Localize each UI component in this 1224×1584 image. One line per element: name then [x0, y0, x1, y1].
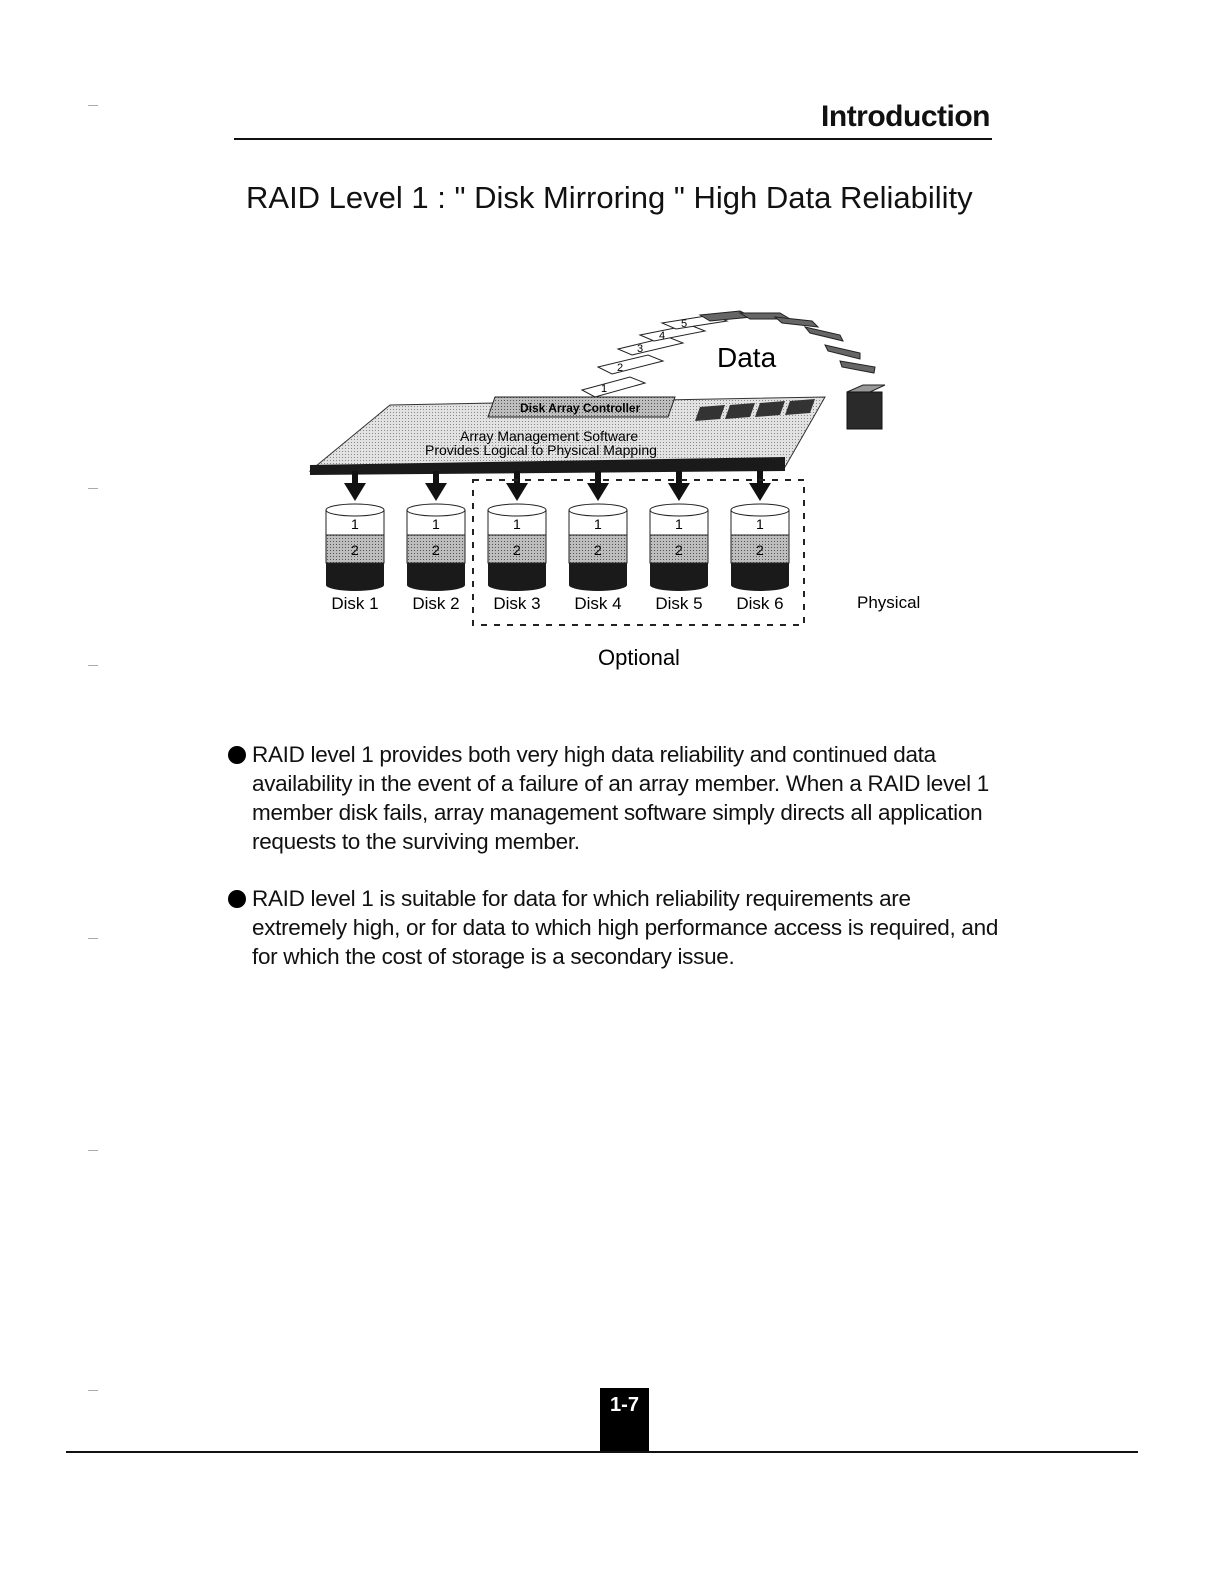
- host-cube: [847, 385, 885, 429]
- data-block: [582, 377, 645, 397]
- disk-label: Disk 2: [412, 594, 460, 613]
- controller-label: Disk Array Controller: [520, 401, 641, 415]
- optional-label: Optional: [598, 645, 680, 670]
- footer-rule: [66, 1451, 1138, 1453]
- margin-mark: [88, 665, 98, 666]
- disk-top: [650, 504, 708, 516]
- page-title: RAID Level 1 : " Disk Mirroring " High Data Reliability: [246, 180, 973, 215]
- disk-bottom: [650, 579, 708, 591]
- disk: [407, 504, 465, 613]
- raid-diagram: [300, 295, 940, 685]
- disks: [326, 504, 789, 613]
- disk-block-label: 1: [675, 516, 683, 532]
- disk-block-label: 1: [594, 516, 602, 532]
- arrow-icon: [587, 471, 609, 501]
- data-block-label: 3: [637, 343, 644, 355]
- disk-label: Disk 4: [574, 594, 622, 613]
- page-number: 1-7: [600, 1388, 649, 1453]
- disk-block-label: 2: [432, 542, 440, 558]
- disk-top: [731, 504, 789, 516]
- disk-top: [407, 504, 465, 516]
- disk-block-label: 1: [432, 516, 440, 532]
- bullet-dot-icon: [228, 890, 246, 908]
- disk-block-label: 2: [675, 542, 683, 558]
- controller-board: [310, 397, 825, 475]
- disk-top: [326, 504, 384, 516]
- disk-bottom: [407, 579, 465, 591]
- section-header: Introduction: [821, 100, 990, 133]
- margin-mark: [88, 488, 98, 489]
- header-rule: [234, 138, 992, 140]
- margin-mark: [88, 105, 98, 106]
- disk: [488, 504, 546, 613]
- disk-top: [569, 504, 627, 516]
- arrow-icon: [668, 471, 690, 501]
- software-line2: Provides Logical to Physical Mapping: [425, 442, 657, 458]
- disk-block-label: 1: [756, 516, 764, 532]
- disk-label: Disk 6: [736, 594, 784, 613]
- disk-block-label: 1: [513, 516, 521, 532]
- arrow-icon: [749, 471, 771, 501]
- bullet-text: RAID level 1 provides both very high data reliability and continued data availability in the event of a failure of an array member. When a RAID level 1 member disk fails, array management software simply directs all application requests to the surviving member.: [252, 742, 989, 854]
- margin-mark: [88, 938, 98, 939]
- software-line1: Array Management Software: [460, 428, 639, 444]
- margin-mark: [88, 1150, 98, 1151]
- disk-block-label: 2: [594, 542, 602, 558]
- bullet-item: [228, 740, 1008, 856]
- disk-label: Disk 3: [493, 594, 541, 613]
- disk-label: Disk 1: [331, 594, 379, 613]
- bullet-list: [228, 740, 1008, 999]
- disk: [569, 504, 627, 613]
- data-label: Data: [717, 342, 777, 373]
- disk-label: Disk 5: [655, 594, 703, 613]
- arrow-icon: [344, 471, 366, 501]
- disk-bottom: [488, 579, 546, 591]
- disk-block-label: 2: [756, 542, 764, 558]
- margin-mark: [88, 1390, 98, 1391]
- arrows: [344, 471, 771, 501]
- disk-block-label: 2: [351, 542, 359, 558]
- disk-bottom: [569, 579, 627, 591]
- disk-top: [488, 504, 546, 516]
- bullet-text: RAID level 1 is suitable for data for which reliability requirements are extremely high, or for data to which high performance access is required, and for which the cost of storage is a secondary issue.: [252, 886, 999, 969]
- disk: [326, 504, 384, 613]
- physical-label: Physical: [857, 593, 921, 612]
- disk: [731, 504, 789, 613]
- disk: [650, 504, 708, 613]
- arrow-icon: [506, 471, 528, 501]
- disk-block-label: 1: [351, 516, 359, 532]
- disk-bottom: [731, 579, 789, 591]
- bullet-dot-icon: [228, 746, 246, 764]
- data-block-label: 2: [617, 362, 624, 374]
- bullet-item: [228, 884, 1008, 971]
- disk-block-label: 2: [513, 542, 521, 558]
- data-block-label: 5: [681, 318, 688, 330]
- disk-bottom: [326, 579, 384, 591]
- data-block-label: 1: [601, 383, 608, 395]
- data-block-label: 4: [659, 330, 666, 342]
- data-block: [598, 355, 663, 374]
- arrow-icon: [425, 471, 447, 501]
